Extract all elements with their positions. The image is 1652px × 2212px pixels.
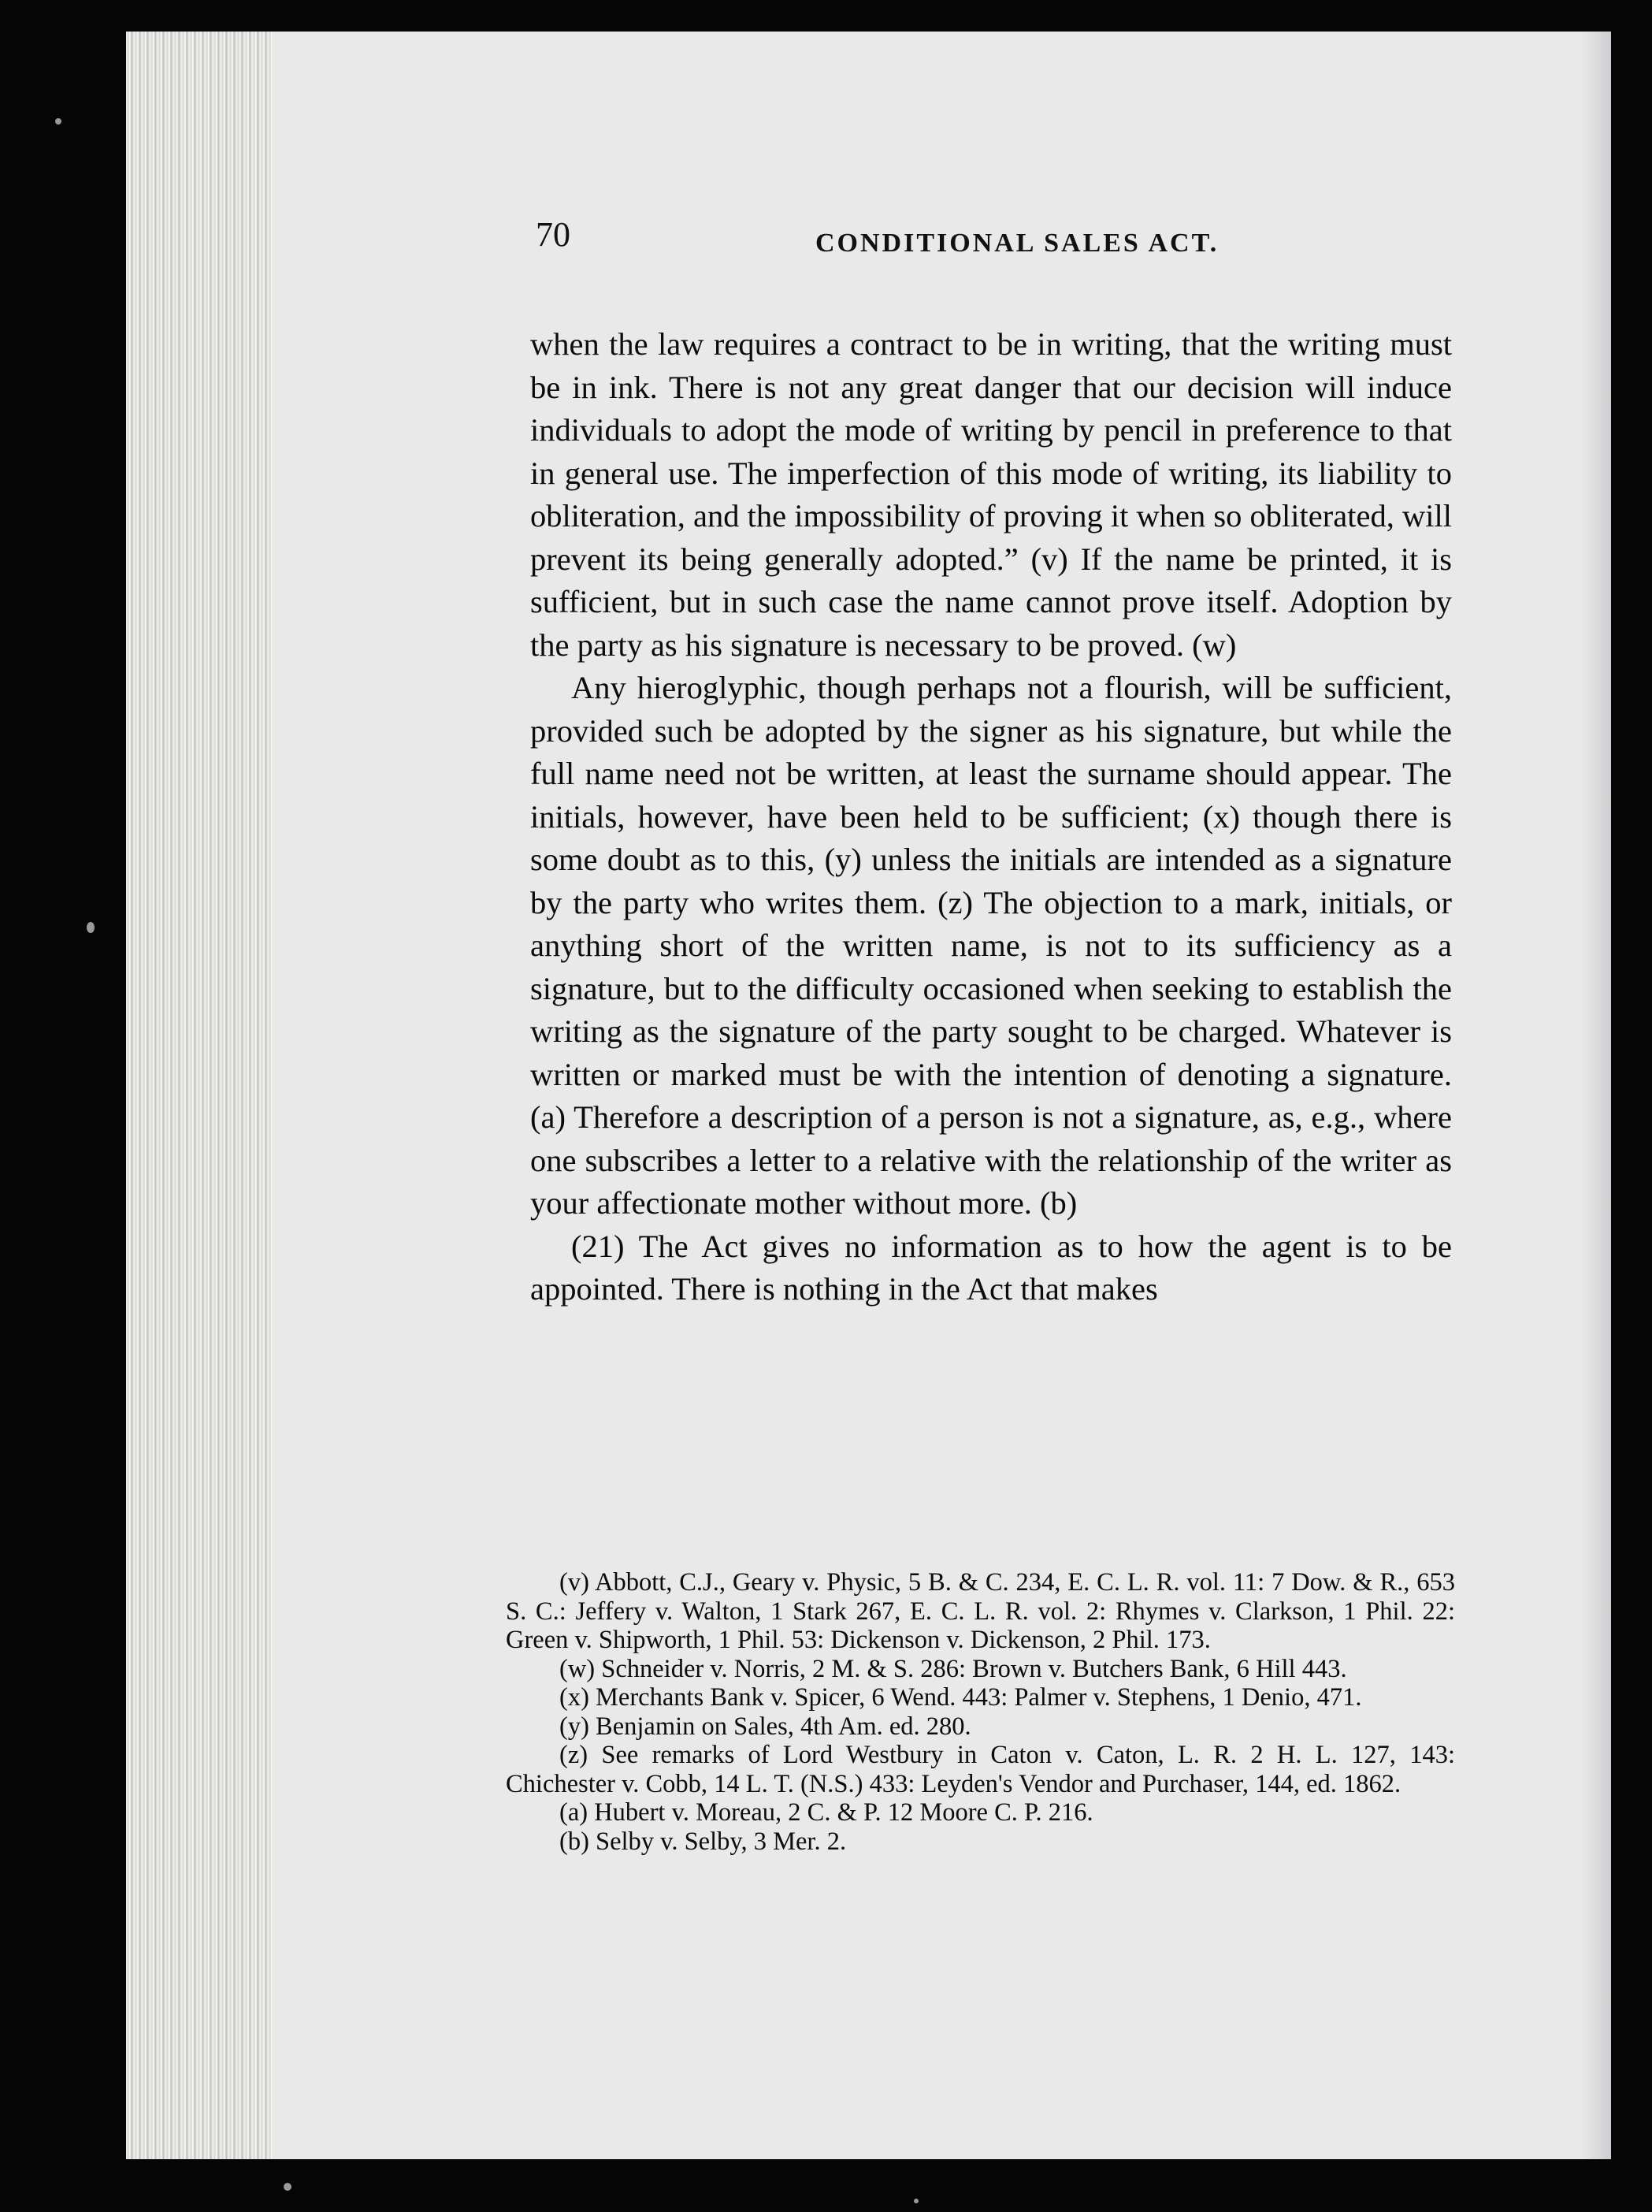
footnote: (x) Merchants Bank v. Spicer, 6 Wend. 443: Palmer v. Stephens, 1 Denio, 471. — [559, 1683, 1362, 1712]
page-gutter-shadow — [1580, 32, 1611, 2159]
body-text — [530, 323, 1452, 1311]
page-number: 70 — [536, 215, 570, 254]
footnote: (w) Schneider v. Norris, 2 M. & S. 286: Brown v. Butchers Bank, 6 Hill 443. — [559, 1654, 1347, 1683]
footnote: (y) Benjamin on Sales, 4th Am. ed. 280. — [559, 1712, 971, 1741]
scan-speck — [87, 922, 95, 933]
paragraph: Any hieroglyphic, though perhaps not a flourish, will be sufficient, provided such be adopted by the signer as his signature, but while the full name need not be written, at least the surname should appear. The initials, however, have been held to be sufficient; (x) though there is some doubt as to this, (y) unless the initials are intended as a signature by the party who writes them. (z) The objection to a mark, initials, or anything short of the written name, is not to its sufficiency as a signature, but to the difficulty occasioned when seeking to establish the writing as the signature of the party sought to be charged. Whatever is written or marked must be with the intention of denoting a signature. (a) Therefore a description of a person is not a signature, as, e.g., where one subscribes a letter to a relative with the relationship of the writer as your affectionate mother without more. (b) — [530, 670, 1452, 1221]
footnote: (b) Selby v. Selby, 3 Mer. 2. — [559, 1827, 847, 1856]
paragraph: when the law requires a contract to be in writing, that the writing must be in ink. There is not any great danger that our decision will induce individuals to adopt the mode of writing by pencil in preference to that in general use. The imperfection of this mode of writing, its liability to obliteration, and the impossibility of proving it when so obliterated, will prevent its being generally adopted.” (v) If the name be printed, it is sufficient, but in such case the name cannot prove itself. Adoption by the party as his signature is necessary to be proved. (w) — [530, 326, 1452, 663]
scan-speck — [55, 118, 61, 125]
footnotes — [506, 1568, 1455, 1856]
page — [272, 32, 1611, 2159]
page-header — [536, 214, 1465, 270]
book-page-edges — [126, 32, 276, 2159]
running-title: CONDITIONAL SALES ACT. — [815, 229, 1220, 258]
footnote: (a) Hubert v. Moreau, 2 C. & P. 12 Moore C. P. 216. — [559, 1798, 1093, 1827]
footnote: (z) See remarks of Lord Westbury in Caton v. Caton, L. R. 2 H. L. 127, 143: Chichester v. Cobb, 14 L. T. (N.S.) 433: Leyden's Vendor and Purchaser, 144, ed. 1862. — [506, 1741, 1455, 1798]
footnote: (v) Abbott, C.J., Geary v. Physic, 5 B. & C. 234, E. C. L. R. vol. 11: 7 Dow. & R., 653 S. C.: Jeffery v. Walton, 1 Stark 267, E. C. L. R. vol. 2: Rhymes v. Clarkson, 1 Phil. 22: Green v. Shipworth, 1 Phil. 53: Dickenson v. Dickenson, 2 Phil. 173. — [506, 1568, 1455, 1654]
scan-speck — [914, 2199, 919, 2203]
scan-speck — [284, 2183, 291, 2191]
paragraph: (21) The Act gives no information as to how the agent is to be appointed. There is nothing in the Act that makes — [530, 1228, 1452, 1307]
